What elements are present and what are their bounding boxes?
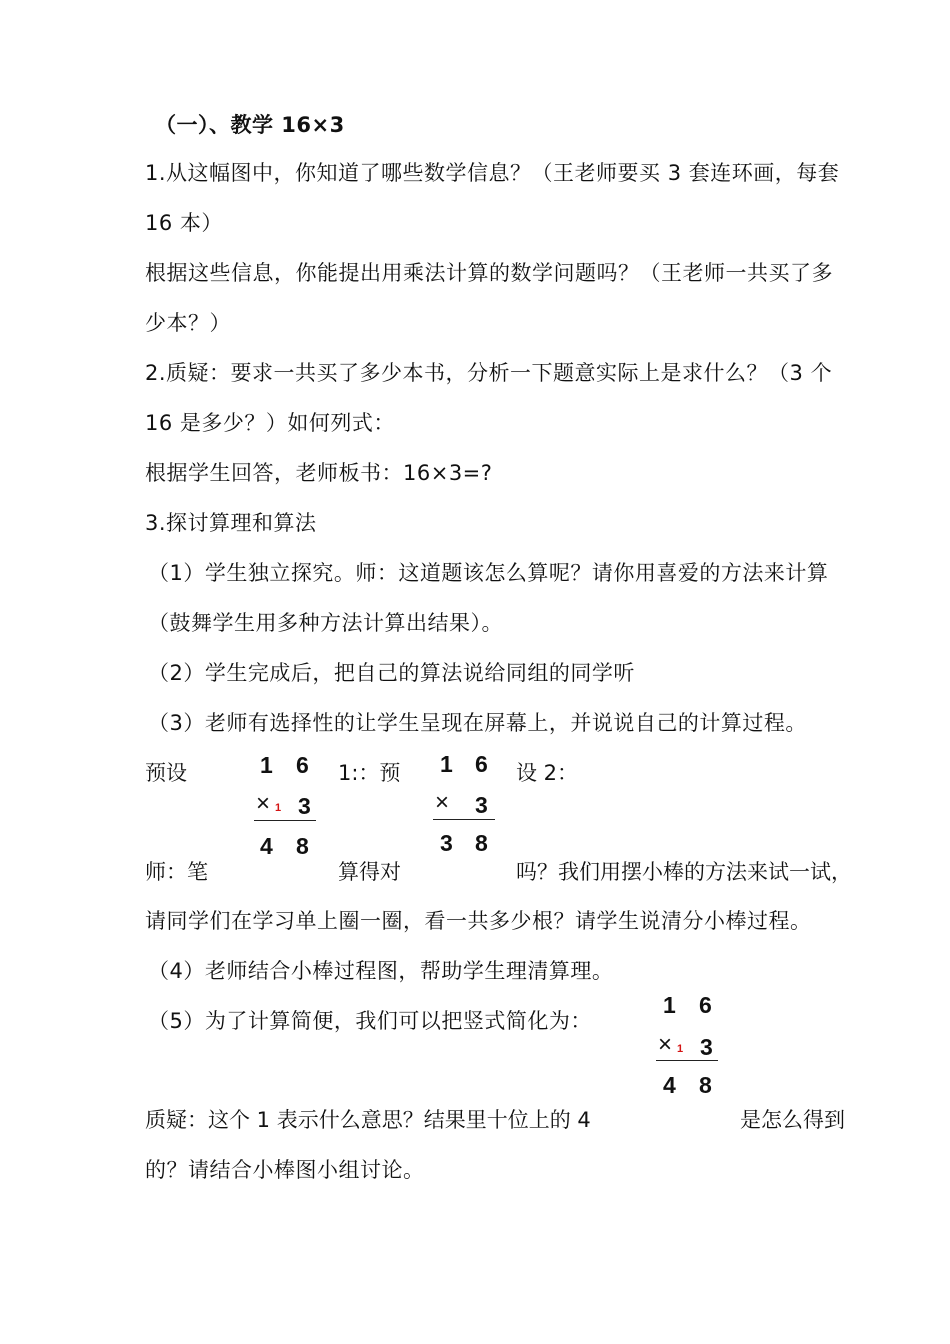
- doubt-label-a: 质疑：这个 1 表示什么意思？结果里十位上的 4: [145, 1108, 591, 1132]
- calc-1-rule: [254, 820, 316, 821]
- board-writing: 根据学生回答，老师板书：16×3=?: [145, 461, 493, 485]
- step-3: （3）老师有选择性的让学生呈现在屏幕上，并说说自己的计算过程。: [148, 711, 807, 735]
- teacher-label-c: 吗？我们用摆小棒的方法来试一试，: [516, 860, 852, 884]
- question-1-cont: 16 本）: [145, 211, 223, 235]
- calc-3-rule: [656, 1060, 718, 1061]
- calc-1-result-ones: 8: [296, 833, 309, 859]
- calc-2-multiplier: 3: [475, 792, 488, 818]
- carry-digit: 1: [677, 1043, 684, 1055]
- preset-label-a: 预设: [145, 761, 187, 785]
- step-1: （1）学生独立探究。师：这道题该怎么算呢？请你用喜爱的方法来计算: [148, 561, 829, 585]
- explore-heading: 3.探讨算理和算法: [145, 511, 317, 535]
- calc-3-result-tens: 4: [663, 1072, 676, 1098]
- step-4: （4）老师结合小棒过程图，帮助学生理清算理。: [148, 959, 614, 983]
- preset-label-c: 设 2：: [516, 761, 579, 785]
- step-1-cont: （鼓舞学生用多种方法计算出结果）。: [148, 611, 503, 635]
- doubt-cont: 的？请结合小棒图小组讨论。: [145, 1158, 425, 1182]
- circle-instruction: 请同学们在学习单上圈一圈，看一共多少根？请学生说清分小棒过程。: [145, 909, 812, 933]
- question-1: 1.从这幅图中，你知道了哪些数学信息？（王老师要买 3 套连环画，每套: [145, 161, 840, 185]
- step-5: （5）为了计算简便，我们可以把竖式简化为：: [148, 1009, 592, 1033]
- calc-2-tens: 1: [440, 751, 453, 777]
- calc-2-rule: [433, 819, 495, 820]
- multiply-sign: ×: [435, 789, 450, 816]
- calc-2-result-ones: 8: [475, 830, 488, 856]
- preset-label-b: 1:：预: [338, 761, 401, 785]
- doubt-label-b: 是怎么得到: [740, 1108, 845, 1132]
- teacher-label-b: 算得对: [338, 860, 401, 884]
- question-2-cont: 少本？）: [145, 311, 231, 335]
- step-2: （2）学生完成后，把自己的算法说给同组的同学听: [148, 661, 635, 685]
- question-3: 2.质疑：要求一共买了多少本书，分析一下题意实际上是求什么？（3 个: [145, 361, 833, 385]
- teacher-label-a: 师：笔: [145, 860, 208, 884]
- question-3-cont: 16 是多少？）如何列式：: [145, 411, 395, 435]
- multiply-sign: ×: [256, 790, 271, 817]
- calc-1-result-tens: 4: [260, 833, 273, 859]
- question-2: 根据这些信息，你能提出用乘法计算的数学问题吗？（王老师一共买了多: [145, 261, 833, 285]
- multiply-sign: ×: [658, 1031, 673, 1058]
- calc-3-ones: 6: [699, 992, 712, 1018]
- calc-3-multiplier: 3: [700, 1034, 713, 1060]
- calc-2-ones: 6: [475, 751, 488, 777]
- carry-digit: 1: [275, 802, 282, 814]
- calc-2-result-tens: 3: [440, 830, 453, 856]
- section-heading: （一）、教学 16×3: [155, 113, 345, 137]
- calc-1-tens: 1: [260, 752, 273, 778]
- calc-3-result-ones: 8: [699, 1072, 712, 1098]
- calc-3-tens: 1: [663, 992, 676, 1018]
- calc-1-ones: 6: [296, 752, 309, 778]
- calc-1-multiplier: 3: [298, 793, 311, 819]
